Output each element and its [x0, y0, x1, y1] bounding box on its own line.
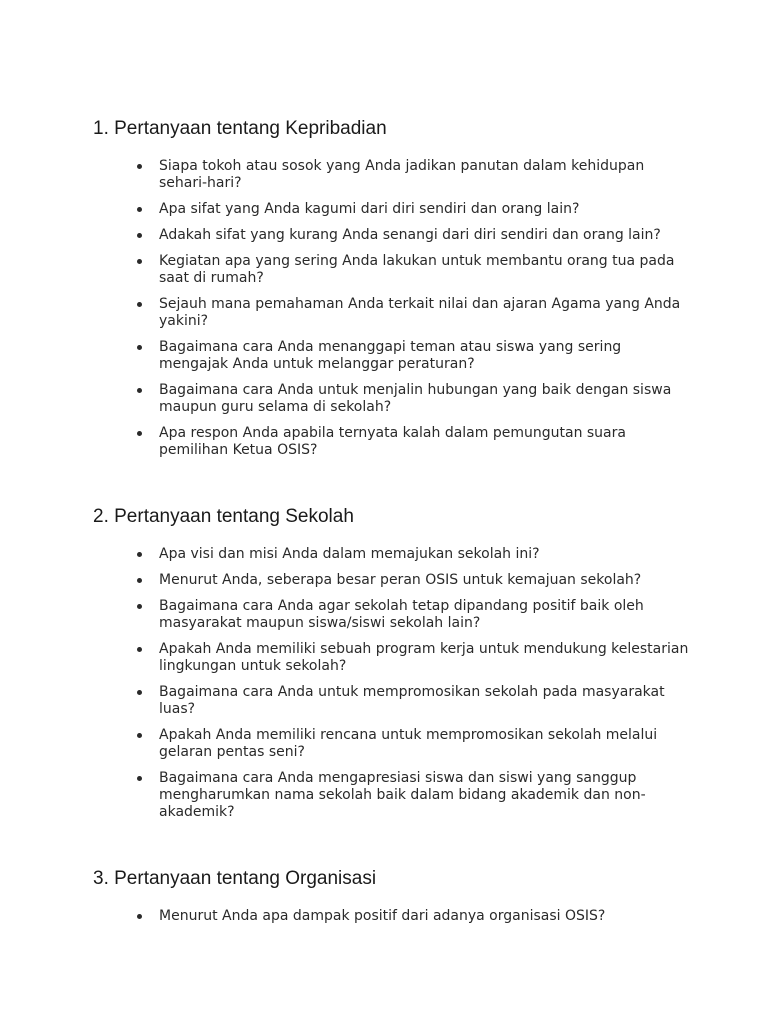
list-item [93, 684, 693, 718]
question-text: Apa respon Anda apabila ternyata kalah dalam pemungutan suara pemilihan Ketua OSIS? [159, 425, 626, 458]
bullet-icon [137, 164, 142, 169]
list-item [93, 598, 693, 632]
list-item [93, 572, 693, 589]
question-text: Bagaimana cara Anda agar sekolah tetap dipandang positif baik oleh masyarakat maupun siswa/siswi sekolah lain? [159, 598, 644, 631]
bullet-icon [137, 388, 142, 393]
bullet-icon [137, 776, 142, 781]
list-item [93, 227, 693, 244]
question-text: Bagaimana cara Anda untuk mempromosikan sekolah pada masyarakat luas? [159, 684, 665, 717]
list-item [93, 908, 693, 925]
list-item [93, 770, 693, 821]
list-item [93, 546, 693, 563]
bullet-icon [137, 604, 142, 609]
bullet-icon [137, 578, 142, 583]
bullet-icon [137, 552, 142, 557]
question-text: Sejauh mana pemahaman Anda terkait nilai dan ajaran Agama yang Anda yakini? [159, 296, 681, 329]
bullet-icon [137, 690, 142, 695]
section-heading: 2. Pertanyaan tentang Sekolah [93, 506, 354, 527]
section-organisasi [93, 867, 693, 934]
section-sekolah [93, 505, 693, 830]
bullet-icon [137, 233, 142, 238]
list-item [93, 339, 693, 373]
list-item [93, 382, 693, 416]
list-item [93, 641, 693, 675]
list-item [93, 296, 693, 330]
list-item [93, 425, 693, 459]
question-text: Adakah sifat yang kurang Anda senangi dari diri sendiri dan orang lain? [159, 227, 661, 243]
bullet-icon [137, 431, 142, 436]
section-heading: 3. Pertanyaan tentang Organisasi [93, 868, 377, 889]
question-list [93, 158, 693, 459]
question-text: Siapa tokoh atau sosok yang Anda jadikan panutan dalam kehidupan sehari-hari? [159, 158, 645, 191]
question-text: Kegiatan apa yang sering Anda lakukan untuk membantu orang tua pada saat di rumah? [159, 253, 675, 286]
bullet-icon [137, 647, 142, 652]
list-item [93, 253, 693, 287]
question-text: Bagaimana cara Anda untuk menjalin hubungan yang baik dengan siswa maupun guru selama di sekolah? [159, 382, 672, 415]
bullet-icon [137, 733, 142, 738]
bullet-icon [137, 302, 142, 307]
list-item [93, 158, 693, 192]
list-item [93, 727, 693, 761]
section-kepribadian [93, 117, 693, 468]
bullet-icon [137, 207, 142, 212]
section-heading: 1. Pertanyaan tentang Kepribadian [93, 118, 387, 139]
question-list [93, 908, 693, 925]
question-list [93, 546, 693, 821]
question-text: Menurut Anda, seberapa besar peran OSIS untuk kemajuan sekolah? [159, 572, 642, 588]
bullet-icon [137, 259, 142, 264]
question-text: Apakah Anda memiliki rencana untuk mempromosikan sekolah melalui gelaran pentas seni? [159, 727, 658, 760]
question-text: Menurut Anda apa dampak positif dari adanya organisasi OSIS? [159, 908, 606, 924]
list-item [93, 201, 693, 218]
question-text: Bagaimana cara Anda menanggapi teman atau siswa yang sering mengajak Anda untuk melanggar peraturan? [159, 339, 622, 372]
question-text: Apa visi dan misi Anda dalam memajukan sekolah ini? [159, 546, 540, 562]
question-text: Bagaimana cara Anda mengapresiasi siswa dan siswi yang sanggup mengharumkan nama sekolah baik dalam bidang akademik dan non-akademik? [159, 770, 646, 820]
question-text: Apa sifat yang Anda kagumi dari diri sendiri dan orang lain? [159, 201, 580, 217]
bullet-icon [137, 345, 142, 350]
question-text: Apakah Anda memiliki sebuah program kerja untuk mendukung kelestarian lingkungan untuk sekolah? [159, 641, 689, 674]
bullet-icon [137, 914, 142, 919]
